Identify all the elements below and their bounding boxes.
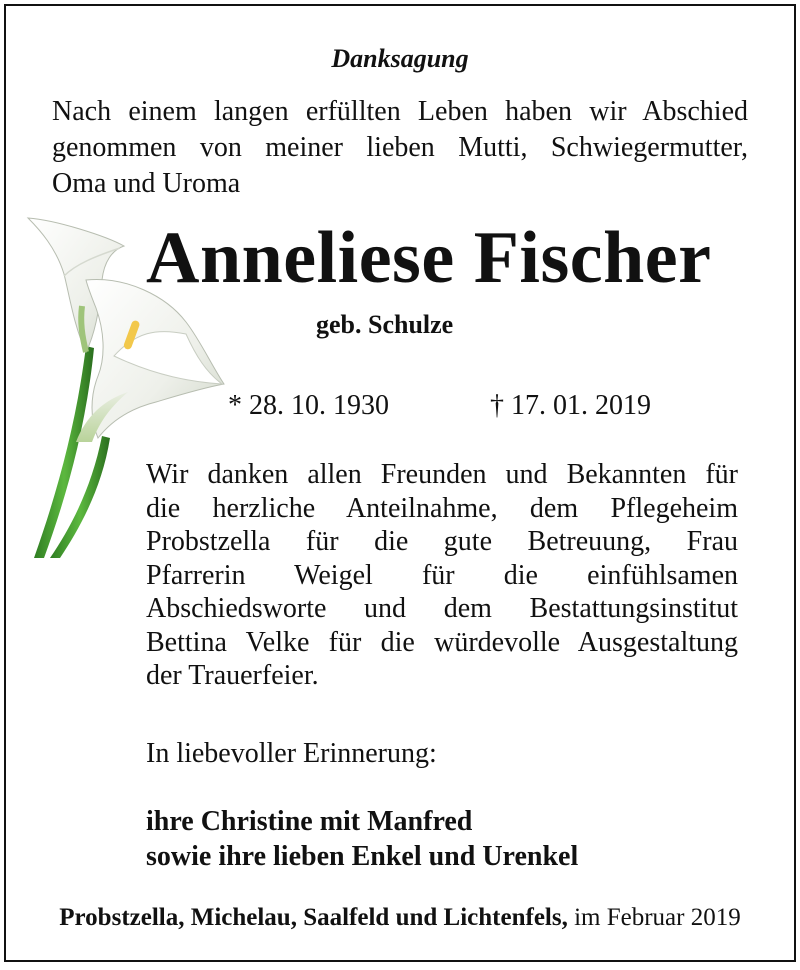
footer-places: Probstzella, Michelau, Saalfeld und Lichtenfels, xyxy=(59,904,568,931)
life-dates xyxy=(228,390,651,422)
intro-text xyxy=(52,94,748,202)
signers xyxy=(146,804,578,874)
birth-date: * 28. 10. 1930 xyxy=(228,390,389,421)
footer-date: im Februar 2019 xyxy=(567,904,741,931)
birth-name: geb. Schulze xyxy=(316,310,454,339)
thanks-line: der Trauerfeier. xyxy=(146,660,319,691)
thanks-line: Abschiedsworte und dem Bestattungsinstitut xyxy=(146,593,738,624)
death-date: † 17. 01. 2019 xyxy=(490,390,651,421)
thanks-line: die herzliche Anteilnahme, dem Pflegeheim xyxy=(146,492,738,524)
intro-line: genommen von meiner lieben Mutti, Schwiegermutter, xyxy=(52,132,748,163)
thanks-line: Probstzella für die gute Betreuung, Frau xyxy=(146,526,738,557)
thanks-line: Pfarrerin Weigel für die einfühlsamen xyxy=(146,559,738,591)
signer-line: sowie ihre lieben Enkel und Urenkel xyxy=(146,841,579,872)
thanks-text xyxy=(146,458,738,693)
thanks-line: Wir danken allen Freunden und Bekannten für xyxy=(146,459,738,490)
intro-line: Oma und Uroma xyxy=(52,168,241,199)
obituary-notice xyxy=(4,4,796,962)
heading: Danksagung xyxy=(331,44,469,73)
intro-line: Nach einem langen erfüllten Leben haben wir Abschied xyxy=(52,96,748,127)
signer-line: ihre Christine mit Manfred xyxy=(146,806,473,837)
thanks-line: Bettina Velke für die würdevolle Ausgestaltung xyxy=(146,626,738,658)
memory-line: In liebevoller Erinnerung: xyxy=(146,738,437,769)
deceased-name: Anneliese Fischer xyxy=(146,217,712,299)
footer xyxy=(6,902,794,934)
